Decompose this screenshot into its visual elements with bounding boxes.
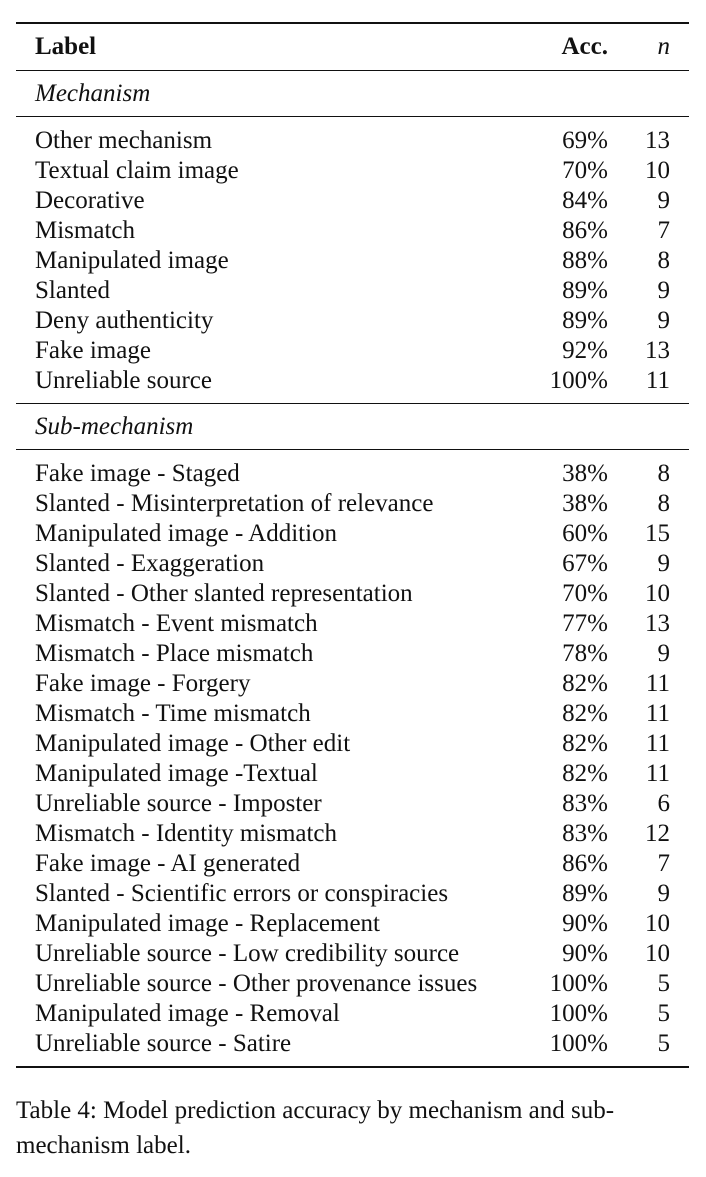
table-row — [16, 969, 689, 999]
table-row — [16, 759, 689, 789]
row-count: 13 — [645, 127, 670, 154]
table-row — [16, 489, 689, 519]
row-label: Slanted - Misinterpretation of relevance — [35, 490, 434, 517]
row-accuracy: 83% — [562, 820, 608, 847]
row-label: Unreliable source - Other provenance issues — [35, 970, 478, 997]
row-accuracy: 38% — [562, 490, 608, 517]
row-accuracy: 100% — [549, 367, 608, 394]
row-accuracy: 90% — [562, 940, 608, 967]
header-acc: Acc. — [561, 33, 608, 60]
section-title-row — [16, 404, 689, 450]
row-count: 9 — [657, 307, 670, 334]
table-container — [16, 22, 689, 1068]
row-label: Fake image - Staged — [35, 460, 240, 487]
row-accuracy: 89% — [562, 307, 608, 334]
row-count: 10 — [645, 940, 670, 967]
row-label: Mismatch — [35, 217, 135, 244]
row-accuracy: 89% — [562, 880, 608, 907]
table-row — [16, 849, 689, 879]
row-accuracy: 90% — [562, 910, 608, 937]
row-accuracy: 100% — [549, 1000, 608, 1027]
row-label: Fake image - AI generated — [35, 850, 301, 877]
table-row — [16, 1029, 689, 1059]
row-label: Unreliable source — [35, 367, 213, 394]
table-row — [16, 519, 689, 549]
row-label: Manipulated image — [35, 247, 229, 274]
row-accuracy: 82% — [562, 670, 608, 697]
row-count: 11 — [645, 367, 670, 394]
row-accuracy: 88% — [562, 247, 608, 274]
row-count: 15 — [645, 520, 670, 547]
table-row — [16, 579, 689, 609]
row-accuracy: 69% — [562, 127, 608, 154]
row-count: 12 — [645, 820, 670, 847]
table-row — [16, 126, 689, 156]
row-count: 5 — [657, 970, 670, 997]
row-label: Manipulated image -Textual — [35, 760, 318, 787]
row-accuracy: 67% — [562, 550, 608, 577]
row-count: 9 — [657, 640, 670, 667]
row-label: Other mechanism — [35, 127, 213, 154]
row-label: Fake image — [35, 337, 151, 364]
table-caption: Table 4: Model prediction accuracy by mechanism and sub-mechanism label. — [16, 1097, 615, 1159]
row-accuracy: 83% — [562, 790, 608, 817]
row-accuracy: 100% — [549, 1030, 608, 1057]
row-label: Mismatch - Identity mismatch — [35, 820, 338, 847]
row-count: 9 — [657, 550, 670, 577]
table-row — [16, 669, 689, 699]
row-label: Manipulated image - Addition — [35, 520, 338, 547]
table-row — [16, 306, 689, 336]
row-count: 8 — [657, 247, 670, 274]
row-label: Textual claim image — [35, 157, 239, 184]
row-accuracy: 92% — [562, 337, 608, 364]
row-accuracy: 89% — [562, 277, 608, 304]
row-count: 11 — [645, 670, 670, 697]
table-row — [16, 336, 689, 366]
row-accuracy: 78% — [562, 640, 608, 667]
table-row — [16, 909, 689, 939]
row-accuracy: 82% — [562, 700, 608, 727]
row-label: Slanted - Other slanted representation — [35, 580, 413, 607]
row-count: 9 — [657, 187, 670, 214]
row-count: 9 — [657, 880, 670, 907]
row-accuracy: 84% — [562, 187, 608, 214]
section-title-sub-mechanism: Sub-mechanism — [35, 412, 194, 440]
table-row — [16, 939, 689, 969]
table-row — [16, 186, 689, 216]
row-count: 10 — [645, 580, 670, 607]
row-label: Manipulated image - Removal — [35, 1000, 340, 1027]
row-accuracy: 77% — [562, 610, 608, 637]
row-count: 11 — [645, 700, 670, 727]
row-count: 10 — [645, 910, 670, 937]
row-label: Slanted - Exaggeration — [35, 550, 265, 577]
row-label: Slanted - Scientific errors or conspiracies — [35, 880, 449, 907]
row-accuracy: 82% — [562, 760, 608, 787]
row-label: Decorative — [35, 187, 145, 214]
table-row — [16, 879, 689, 909]
row-accuracy: 100% — [549, 970, 608, 997]
row-count: 10 — [645, 157, 670, 184]
row-label: Manipulated image - Other edit — [35, 730, 351, 757]
table-row — [16, 999, 689, 1029]
row-label: Deny authenticity — [35, 307, 214, 334]
row-count: 9 — [657, 277, 670, 304]
table-row — [16, 549, 689, 579]
table-row — [16, 156, 689, 186]
row-accuracy: 82% — [562, 730, 608, 757]
row-label: Fake image - Forgery — [35, 670, 251, 697]
row-label: Unreliable source - Imposter — [35, 790, 322, 817]
row-label: Unreliable source - Satire — [35, 1030, 292, 1057]
row-count: 6 — [657, 790, 670, 817]
mechanism-rows — [16, 126, 689, 396]
row-label: Mismatch - Place mismatch — [35, 640, 314, 667]
accuracy-table — [16, 22, 689, 1068]
row-label: Slanted — [35, 277, 110, 304]
row-accuracy: 70% — [562, 157, 608, 184]
header-row — [16, 23, 689, 71]
table-row — [16, 216, 689, 246]
row-accuracy: 86% — [562, 217, 608, 244]
row-label: Mismatch - Event mismatch — [35, 610, 318, 637]
row-count: 13 — [645, 610, 670, 637]
row-count: 11 — [645, 730, 670, 757]
row-accuracy: 38% — [562, 460, 608, 487]
row-count: 5 — [657, 1030, 670, 1057]
table-row — [16, 459, 689, 489]
section-title-mechanism: Mechanism — [35, 79, 151, 107]
row-count: 7 — [657, 850, 670, 877]
row-accuracy: 86% — [562, 850, 608, 877]
row-count: 8 — [657, 490, 670, 517]
row-count: 8 — [657, 460, 670, 487]
table-row — [16, 639, 689, 669]
row-accuracy: 60% — [562, 520, 608, 547]
row-label: Manipulated image - Replacement — [35, 910, 381, 937]
table-row — [16, 819, 689, 849]
table-row — [16, 729, 689, 759]
table-row — [16, 366, 689, 396]
row-count: 13 — [645, 337, 670, 364]
row-count: 5 — [657, 1000, 670, 1027]
header-label: Label — [35, 33, 97, 60]
row-accuracy: 70% — [562, 580, 608, 607]
table-row — [16, 276, 689, 306]
sub-mechanism-rows — [16, 459, 689, 1059]
section-title-row — [16, 71, 689, 117]
table-row — [16, 789, 689, 819]
row-label: Unreliable source - Low credibility source — [35, 940, 460, 967]
table-row — [16, 699, 689, 729]
header-n: n — [657, 33, 670, 60]
row-label: Mismatch - Time mismatch — [35, 700, 311, 727]
row-count: 7 — [657, 217, 670, 244]
row-count: 11 — [645, 760, 670, 787]
table-row — [16, 609, 689, 639]
table-row — [16, 246, 689, 276]
